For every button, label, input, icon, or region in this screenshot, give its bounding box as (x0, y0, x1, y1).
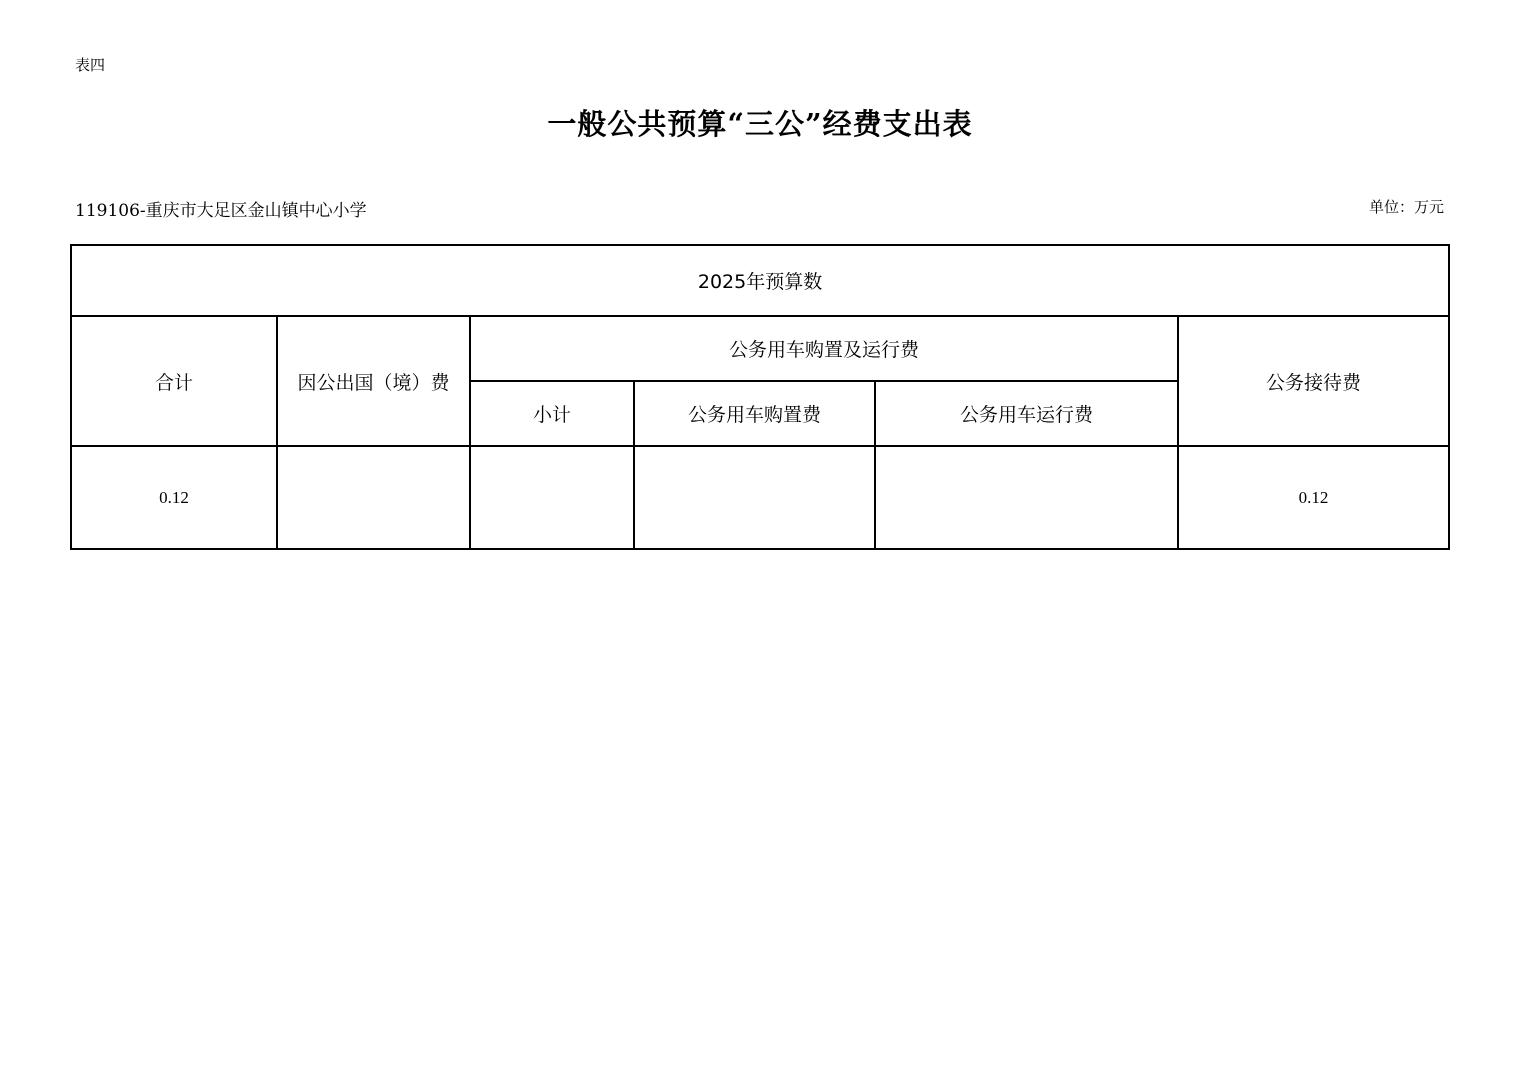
header-vehicle-operation: 公务用车运行费 (875, 381, 1178, 446)
cell-vehicle-operation (875, 446, 1178, 549)
cell-vehicle-purchase (634, 446, 875, 549)
cell-overseas (277, 446, 470, 549)
cell-total: 0.12 (71, 446, 277, 549)
header-total: 合计 (71, 316, 277, 446)
document-title: 一般公共预算“三公”经费支出表 (547, 107, 973, 141)
cell-reception: 0.12 (1178, 446, 1449, 549)
header-vehicle-purchase: 公务用车购置费 (634, 381, 875, 446)
unit-label: 单位：万元 (1368, 198, 1444, 216)
header-row-main (71, 316, 1449, 381)
header-vehicle-subtotal: 小计 (470, 381, 634, 446)
budget-table (70, 244, 1450, 550)
header-row-year (71, 245, 1449, 316)
table-row (71, 446, 1449, 549)
header-vehicle-group: 公务用车购置及运行费 (470, 316, 1178, 381)
organization-name: 119106-重庆市大足区金山镇中心小学 (75, 201, 367, 221)
header-overseas: 因公出国（境）费 (277, 316, 470, 446)
header-budget-year: 2025年预算数 (71, 245, 1449, 316)
header-reception: 公务接待费 (1178, 316, 1449, 446)
cell-vehicle-subtotal (470, 446, 634, 549)
table-number-label: 表四 (75, 56, 106, 74)
